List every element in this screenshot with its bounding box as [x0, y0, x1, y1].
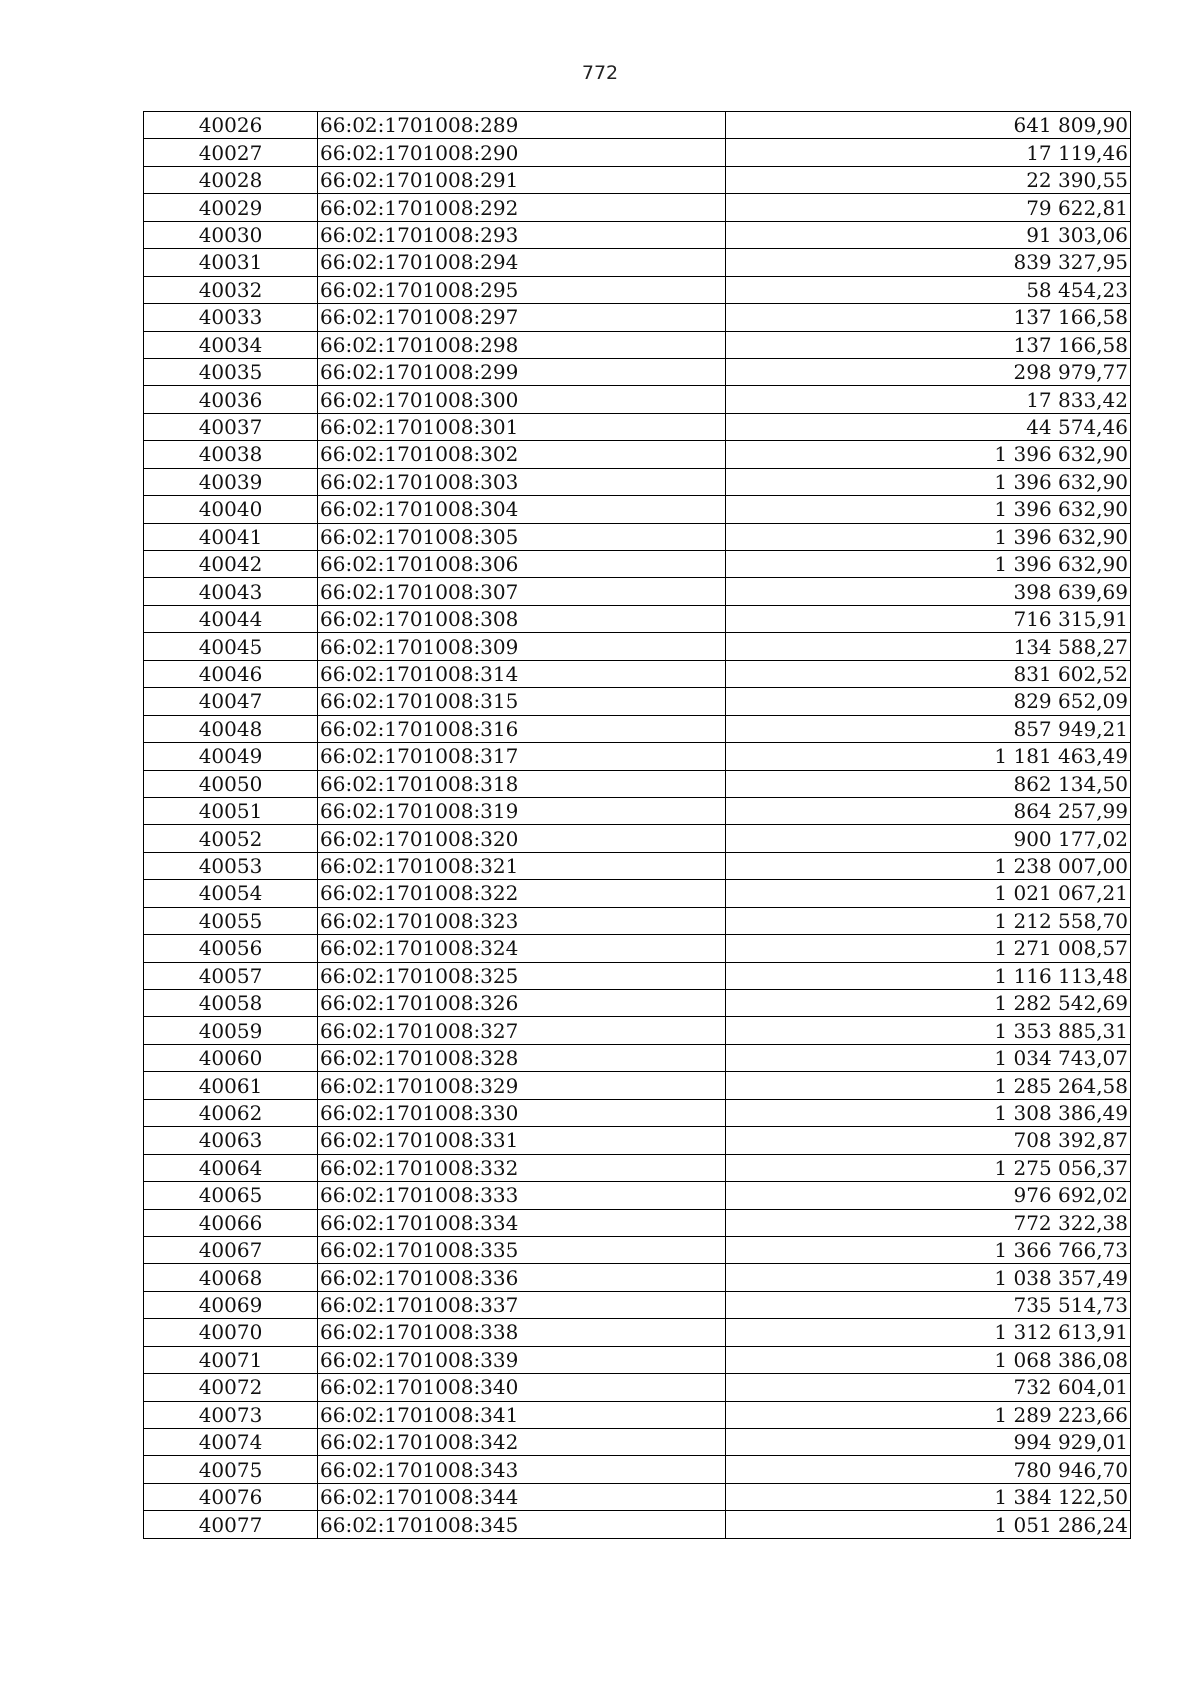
cadastral-number-cell: 66:02:1701008:295	[318, 276, 726, 303]
row-number-cell: 40049	[144, 743, 318, 770]
cadastral-value-cell: 1 271 008,57	[726, 935, 1131, 962]
cadastral-number-cell: 66:02:1701008:290	[318, 139, 726, 166]
row-number-cell: 40075	[144, 1456, 318, 1483]
table-row	[144, 1511, 1131, 1538]
row-number-cell: 40026	[144, 112, 318, 139]
cadastral-value-cell: 1 396 632,90	[726, 523, 1131, 550]
row-number-cell: 40040	[144, 496, 318, 523]
cadastral-number-cell: 66:02:1701008:309	[318, 633, 726, 660]
table-row	[144, 1236, 1131, 1263]
table-row	[144, 578, 1131, 605]
cadastral-value-cell: 1 068 386,08	[726, 1346, 1131, 1373]
row-number-cell: 40047	[144, 688, 318, 715]
row-number-cell: 40074	[144, 1429, 318, 1456]
row-number-cell: 40070	[144, 1319, 318, 1346]
table-row	[144, 496, 1131, 523]
cadastral-number-cell: 66:02:1701008:325	[318, 962, 726, 989]
cadastral-number-cell: 66:02:1701008:294	[318, 249, 726, 276]
cadastral-number-cell: 66:02:1701008:334	[318, 1209, 726, 1236]
cadastral-value-cell: 1 396 632,90	[726, 496, 1131, 523]
cadastral-number-cell: 66:02:1701008:323	[318, 907, 726, 934]
cadastral-number-cell: 66:02:1701008:299	[318, 358, 726, 385]
cadastral-number-cell: 66:02:1701008:289	[318, 112, 726, 139]
table-row	[144, 1401, 1131, 1428]
row-number-cell: 40048	[144, 715, 318, 742]
table-row	[144, 1264, 1131, 1291]
row-number-cell: 40066	[144, 1209, 318, 1236]
cadastral-number-cell: 66:02:1701008:345	[318, 1511, 726, 1538]
cadastral-value-cell: 1 238 007,00	[726, 852, 1131, 879]
row-number-cell: 40045	[144, 633, 318, 660]
cadastral-value-cell: 91 303,06	[726, 221, 1131, 248]
cadastral-value-cell: 780 946,70	[726, 1456, 1131, 1483]
table-row	[144, 1346, 1131, 1373]
table-row	[144, 743, 1131, 770]
cadastral-value-cell: 831 602,52	[726, 660, 1131, 687]
table-row	[144, 1017, 1131, 1044]
cadastral-number-cell: 66:02:1701008:326	[318, 990, 726, 1017]
table-row	[144, 1429, 1131, 1456]
table-row	[144, 249, 1131, 276]
cadastral-number-cell: 66:02:1701008:303	[318, 468, 726, 495]
cadastral-value-cell: 900 177,02	[726, 825, 1131, 852]
row-number-cell: 40054	[144, 880, 318, 907]
row-number-cell: 40050	[144, 770, 318, 797]
cadastral-number-cell: 66:02:1701008:328	[318, 1044, 726, 1071]
row-number-cell: 40065	[144, 1182, 318, 1209]
page-number: 772	[581, 62, 619, 84]
row-number-cell: 40060	[144, 1044, 318, 1071]
table-row	[144, 551, 1131, 578]
cadastral-number-cell: 66:02:1701008:338	[318, 1319, 726, 1346]
cadastral-value-cell: 1 289 223,66	[726, 1401, 1131, 1428]
cadastral-value-cell: 1 021 067,21	[726, 880, 1131, 907]
cadastral-value-cell: 137 166,58	[726, 331, 1131, 358]
cadastral-number-cell: 66:02:1701008:301	[318, 413, 726, 440]
row-number-cell: 40030	[144, 221, 318, 248]
row-number-cell: 40037	[144, 413, 318, 440]
table-row	[144, 797, 1131, 824]
table-row	[144, 386, 1131, 413]
cadastral-number-cell: 66:02:1701008:343	[318, 1456, 726, 1483]
table-row	[144, 112, 1131, 139]
table-row	[144, 523, 1131, 550]
cadastral-value-cell: 1 116 113,48	[726, 962, 1131, 989]
table-row	[144, 1291, 1131, 1318]
row-number-cell: 40027	[144, 139, 318, 166]
cadastral-value-cell: 857 949,21	[726, 715, 1131, 742]
cadastral-number-cell: 66:02:1701008:333	[318, 1182, 726, 1209]
cadastral-value-cell: 839 327,95	[726, 249, 1131, 276]
table-row	[144, 825, 1131, 852]
cadastral-number-cell: 66:02:1701008:321	[318, 852, 726, 879]
table-row	[144, 194, 1131, 221]
cadastral-value-cell: 1 212 558,70	[726, 907, 1131, 934]
cadastral-value-cell: 732 604,01	[726, 1374, 1131, 1401]
row-number-cell: 40051	[144, 797, 318, 824]
cadastral-value-cell: 994 929,01	[726, 1429, 1131, 1456]
cadastral-value-cell: 1 275 056,37	[726, 1154, 1131, 1181]
table-row	[144, 935, 1131, 962]
cadastral-number-cell: 66:02:1701008:314	[318, 660, 726, 687]
table-row	[144, 1154, 1131, 1181]
row-number-cell: 40058	[144, 990, 318, 1017]
row-number-cell: 40042	[144, 551, 318, 578]
row-number-cell: 40046	[144, 660, 318, 687]
cadastral-number-cell: 66:02:1701008:342	[318, 1429, 726, 1456]
table-row	[144, 166, 1131, 193]
table-row	[144, 139, 1131, 166]
row-number-cell: 40038	[144, 441, 318, 468]
cadastral-number-cell: 66:02:1701008:315	[318, 688, 726, 715]
row-number-cell: 40044	[144, 605, 318, 632]
table-row	[144, 605, 1131, 632]
table-row	[144, 1319, 1131, 1346]
cadastral-value-cell: 1 396 632,90	[726, 468, 1131, 495]
cadastral-value-cell: 137 166,58	[726, 304, 1131, 331]
row-number-cell: 40069	[144, 1291, 318, 1318]
row-number-cell: 40031	[144, 249, 318, 276]
cadastral-number-cell: 66:02:1701008:298	[318, 331, 726, 358]
cadastral-value-cell: 1 282 542,69	[726, 990, 1131, 1017]
row-number-cell: 40077	[144, 1511, 318, 1538]
row-number-cell: 40076	[144, 1483, 318, 1510]
table-row	[144, 1456, 1131, 1483]
cadastral-value-table	[143, 111, 1131, 1539]
cadastral-value-cell: 398 639,69	[726, 578, 1131, 605]
cadastral-number-cell: 66:02:1701008:324	[318, 935, 726, 962]
table-row	[144, 1483, 1131, 1510]
row-number-cell: 40041	[144, 523, 318, 550]
cadastral-number-cell: 66:02:1701008:337	[318, 1291, 726, 1318]
row-number-cell: 40067	[144, 1236, 318, 1263]
table-row	[144, 441, 1131, 468]
cadastral-value-cell: 829 652,09	[726, 688, 1131, 715]
row-number-cell: 40056	[144, 935, 318, 962]
row-number-cell: 40052	[144, 825, 318, 852]
cadastral-number-cell: 66:02:1701008:320	[318, 825, 726, 852]
cadastral-number-cell: 66:02:1701008:305	[318, 523, 726, 550]
cadastral-number-cell: 66:02:1701008:327	[318, 1017, 726, 1044]
table-row	[144, 852, 1131, 879]
table-row	[144, 990, 1131, 1017]
row-number-cell: 40033	[144, 304, 318, 331]
cadastral-number-cell: 66:02:1701008:304	[318, 496, 726, 523]
table-row	[144, 331, 1131, 358]
row-number-cell: 40059	[144, 1017, 318, 1044]
cadastral-value-cell: 1 366 766,73	[726, 1236, 1131, 1263]
table-body	[144, 112, 1131, 1539]
cadastral-number-cell: 66:02:1701008:300	[318, 386, 726, 413]
cadastral-value-cell: 17 833,42	[726, 386, 1131, 413]
cadastral-value-cell: 864 257,99	[726, 797, 1131, 824]
cadastral-value-cell: 716 315,91	[726, 605, 1131, 632]
cadastral-value-cell: 1 051 286,24	[726, 1511, 1131, 1538]
cadastral-number-cell: 66:02:1701008:293	[318, 221, 726, 248]
cadastral-value-cell: 1 312 613,91	[726, 1319, 1131, 1346]
row-number-cell: 40057	[144, 962, 318, 989]
cadastral-number-cell: 66:02:1701008:335	[318, 1236, 726, 1263]
cadastral-value-cell: 708 392,87	[726, 1127, 1131, 1154]
table-row	[144, 358, 1131, 385]
cadastral-number-cell: 66:02:1701008:297	[318, 304, 726, 331]
cadastral-number-cell: 66:02:1701008:292	[318, 194, 726, 221]
row-number-cell: 40073	[144, 1401, 318, 1428]
row-number-cell: 40072	[144, 1374, 318, 1401]
cadastral-value-cell: 1 034 743,07	[726, 1044, 1131, 1071]
cadastral-number-cell: 66:02:1701008:340	[318, 1374, 726, 1401]
row-number-cell: 40064	[144, 1154, 318, 1181]
table-row	[144, 1209, 1131, 1236]
row-number-cell: 40032	[144, 276, 318, 303]
table-row	[144, 413, 1131, 440]
cadastral-number-cell: 66:02:1701008:341	[318, 1401, 726, 1428]
cadastral-value-cell: 976 692,02	[726, 1182, 1131, 1209]
cadastral-value-cell: 298 979,77	[726, 358, 1131, 385]
cadastral-number-cell: 66:02:1701008:291	[318, 166, 726, 193]
table-row	[144, 880, 1131, 907]
row-number-cell: 40053	[144, 852, 318, 879]
row-number-cell: 40062	[144, 1099, 318, 1126]
row-number-cell: 40035	[144, 358, 318, 385]
row-number-cell: 40055	[144, 907, 318, 934]
cadastral-value-cell: 1 353 885,31	[726, 1017, 1131, 1044]
table-row	[144, 276, 1131, 303]
cadastral-number-cell: 66:02:1701008:307	[318, 578, 726, 605]
row-number-cell: 40063	[144, 1127, 318, 1154]
cadastral-number-cell: 66:02:1701008:302	[318, 441, 726, 468]
cadastral-value-cell: 772 322,38	[726, 1209, 1131, 1236]
cadastral-value-cell: 1 384 122,50	[726, 1483, 1131, 1510]
table-row	[144, 468, 1131, 495]
table-row	[144, 1099, 1131, 1126]
cadastral-value-cell: 79 622,81	[726, 194, 1131, 221]
cadastral-value-cell: 1 038 357,49	[726, 1264, 1131, 1291]
cadastral-value-cell: 44 574,46	[726, 413, 1131, 440]
table-row	[144, 633, 1131, 660]
table-row	[144, 962, 1131, 989]
table-row	[144, 715, 1131, 742]
cadastral-value-cell: 22 390,55	[726, 166, 1131, 193]
cadastral-number-cell: 66:02:1701008:306	[318, 551, 726, 578]
cadastral-number-cell: 66:02:1701008:344	[318, 1483, 726, 1510]
table-row	[144, 1127, 1131, 1154]
table-row	[144, 688, 1131, 715]
cadastral-value-cell: 1 396 632,90	[726, 441, 1131, 468]
table-row	[144, 1374, 1131, 1401]
table-row	[144, 1072, 1131, 1099]
cadastral-value-cell: 1 285 264,58	[726, 1072, 1131, 1099]
cadastral-value-cell: 1 308 386,49	[726, 1099, 1131, 1126]
cadastral-number-cell: 66:02:1701008:339	[318, 1346, 726, 1373]
cadastral-value-cell: 17 119,46	[726, 139, 1131, 166]
cadastral-value-cell: 735 514,73	[726, 1291, 1131, 1318]
table-row	[144, 304, 1131, 331]
table-row	[144, 770, 1131, 797]
cadastral-value-cell: 134 588,27	[726, 633, 1131, 660]
cadastral-number-cell: 66:02:1701008:317	[318, 743, 726, 770]
row-number-cell: 40043	[144, 578, 318, 605]
cadastral-number-cell: 66:02:1701008:332	[318, 1154, 726, 1181]
cadastral-value-cell: 862 134,50	[726, 770, 1131, 797]
row-number-cell: 40036	[144, 386, 318, 413]
cadastral-number-cell: 66:02:1701008:336	[318, 1264, 726, 1291]
row-number-cell: 40068	[144, 1264, 318, 1291]
row-number-cell: 40061	[144, 1072, 318, 1099]
table-row	[144, 221, 1131, 248]
table-row	[144, 907, 1131, 934]
row-number-cell: 40028	[144, 166, 318, 193]
cadastral-value-cell: 641 809,90	[726, 112, 1131, 139]
cadastral-number-cell: 66:02:1701008:329	[318, 1072, 726, 1099]
cadastral-number-cell: 66:02:1701008:322	[318, 880, 726, 907]
row-number-cell: 40034	[144, 331, 318, 358]
row-number-cell: 40029	[144, 194, 318, 221]
cadastral-value-cell: 1 181 463,49	[726, 743, 1131, 770]
cadastral-number-cell: 66:02:1701008:318	[318, 770, 726, 797]
table-row	[144, 660, 1131, 687]
cadastral-number-cell: 66:02:1701008:316	[318, 715, 726, 742]
table-row	[144, 1182, 1131, 1209]
cadastral-value-cell: 1 396 632,90	[726, 551, 1131, 578]
cadastral-number-cell: 66:02:1701008:331	[318, 1127, 726, 1154]
table-row	[144, 1044, 1131, 1071]
row-number-cell: 40039	[144, 468, 318, 495]
cadastral-number-cell: 66:02:1701008:308	[318, 605, 726, 632]
cadastral-number-cell: 66:02:1701008:319	[318, 797, 726, 824]
cadastral-number-cell: 66:02:1701008:330	[318, 1099, 726, 1126]
cadastral-value-cell: 58 454,23	[726, 276, 1131, 303]
row-number-cell: 40071	[144, 1346, 318, 1373]
